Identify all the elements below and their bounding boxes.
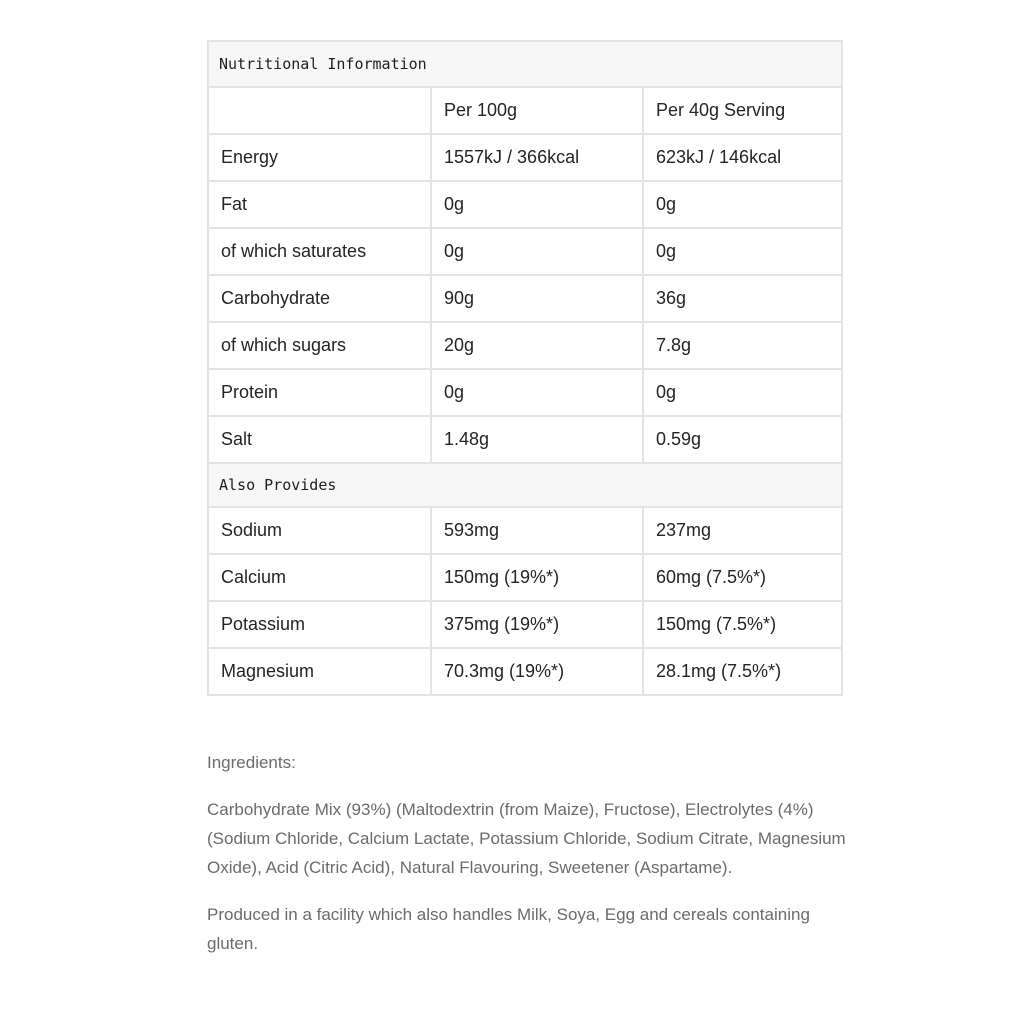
header-cell-per-100g: Per 100g [431, 87, 643, 134]
allergen-note: Produced in a facility which also handles Milk, Soya, Egg and cereals containing gluten. [207, 905, 810, 953]
per-100g-value: 1.48g [431, 416, 643, 463]
nutrition-table [207, 40, 843, 696]
table-row [208, 181, 842, 228]
per-100g-value: 375mg (19%*) [431, 601, 643, 648]
per-serving-value: 60mg (7.5%*) [643, 554, 842, 601]
per-serving-value: 0g [643, 228, 842, 275]
per-100g-value: 0g [431, 369, 643, 416]
nutrient-label: Magnesium [208, 648, 431, 695]
also-provides-row [208, 463, 842, 507]
table-title: Nutritional Information [208, 41, 842, 87]
per-100g-value: 90g [431, 275, 643, 322]
per-serving-value: 28.1mg (7.5%*) [643, 648, 842, 695]
table-row [208, 275, 842, 322]
table-title-row [208, 41, 842, 87]
table-row [208, 554, 842, 601]
product-notes [207, 748, 847, 976]
nutrient-label: Sodium [208, 507, 431, 554]
per-100g-value: 0g [431, 181, 643, 228]
per-serving-value: 0g [643, 369, 842, 416]
per-serving-value: 0.59g [643, 416, 842, 463]
per-100g-value: 593mg [431, 507, 643, 554]
table-row [208, 507, 842, 554]
ingredients-heading: Ingredients: [207, 753, 296, 772]
per-serving-value: 36g [643, 275, 842, 322]
per-100g-value: 20g [431, 322, 643, 369]
header-row [208, 87, 842, 134]
nutrient-label: Potassium [208, 601, 431, 648]
nutrient-label: of which saturates [208, 228, 431, 275]
table-row [208, 134, 842, 181]
per-100g-value: 70.3mg (19%*) [431, 648, 643, 695]
per-100g-value: 0g [431, 228, 643, 275]
nutrient-label: Fat [208, 181, 431, 228]
nutrient-label: of which sugars [208, 322, 431, 369]
per-serving-value: 7.8g [643, 322, 842, 369]
table-row [208, 648, 842, 695]
nutrient-label: Calcium [208, 554, 431, 601]
nutrient-label: Protein [208, 369, 431, 416]
per-serving-value: 623kJ / 146kcal [643, 134, 842, 181]
table-row [208, 369, 842, 416]
header-cell-nutrient [208, 87, 431, 134]
nutrient-label: Energy [208, 134, 431, 181]
nutrient-label: Carbohydrate [208, 275, 431, 322]
also-provides-title: Also Provides [208, 463, 842, 507]
table-row [208, 601, 842, 648]
per-serving-value: 150mg (7.5%*) [643, 601, 842, 648]
ingredients-text: Carbohydrate Mix (93%) (Maltodextrin (from Maize), Fructose), Electrolytes (4%) (Sodium Chloride, Calcium Lactate, Potassium Chloride, Sodium Citrate, Magnesium Oxide), Acid (Citric Acid), Natural Flavouring, Sweetener (Aspartame). [207, 800, 846, 877]
table-row [208, 416, 842, 463]
header-cell-per-serving: Per 40g Serving [643, 87, 842, 134]
nutrient-label: Salt [208, 416, 431, 463]
table-row [208, 322, 842, 369]
per-100g-value: 1557kJ / 366kcal [431, 134, 643, 181]
per-serving-value: 0g [643, 181, 842, 228]
per-100g-value: 150mg (19%*) [431, 554, 643, 601]
table-row [208, 228, 842, 275]
per-serving-value: 237mg [643, 507, 842, 554]
